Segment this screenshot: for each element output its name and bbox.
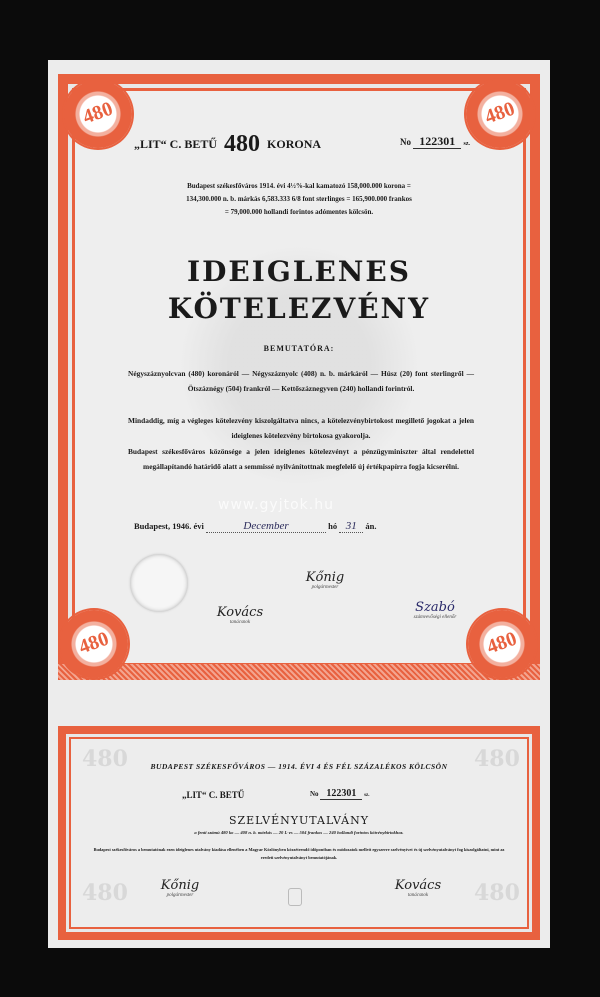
coupon-ghost-value-tl: 480 <box>82 746 128 772</box>
issue-date-line: Budapest, 1946. évi December hó 31 án. <box>134 520 377 532</box>
bond-paper <box>48 60 550 948</box>
coupon-heading: BUDAPEST SZÉKESFŐVÁROS — 1914. ÉVI 4 ÉS FÉL SZÁZALÉKOS KÖLCSÖN <box>150 762 448 771</box>
embossed-city-seal <box>130 554 188 612</box>
mayor-signature-block <box>280 570 370 590</box>
coupon-ghost-value-bl: 480 <box>82 880 128 906</box>
date-day-handwritten: 31 <box>339 520 363 533</box>
loan-description: Budapest székesfőváros 1914. évi 4½%-kal kamatozó 158,000.000 korona = 134,300.000 n. b. márkás 6,583.333 6/8 font sterlinges = 165,900.000 frankos = 79,000.000 hollandi forintos adómentes kölcsön. <box>186 182 412 216</box>
mayor-label: polgármester <box>311 585 339 590</box>
mayor-signature: Kőnig <box>305 570 345 585</box>
amount-value: 480 <box>224 131 261 157</box>
coupon-mayor-label: polgármester <box>166 893 194 898</box>
coupon-line-2: Budapest székesfőváros a bemutatónak ezen ideiglenes utalvány kiadása ellenében a Magyar Közlönyben közzéteendő időpontban és módozatok mellett egyszerre szelvényívet és új szelvényutalványt fog kiszolgáltatni, mint az eredeti szelvényutalványt bemutatójának. <box>93 847 505 860</box>
exchange-paragraph: Budapest székesfőváros közönsége a jelen ideiglenes kötelezvényt a pénzügyminiszter által rendelettel megállapítandó határidő alatt a semmissé nyilvánítottnak megfelelő új értékpapírra fogja kicserélni. <box>128 447 474 471</box>
title-line-1: IDEIGLENES <box>187 255 411 288</box>
date-month-handwritten: December <box>206 520 326 533</box>
coupon-councillor-label: tanácsnok <box>407 893 429 898</box>
bond-bottom-band <box>58 664 540 680</box>
website-watermark: www.gyjtok.hu <box>218 497 334 513</box>
auditor-label: számvevőségi ellenőr <box>413 615 457 620</box>
corner-rosette-top-left: 480 <box>64 80 132 148</box>
councillor-signature: Kovács <box>216 605 264 620</box>
amount-paragraph: Négyszáznyolcvan (480) koronáról — Négyszáznyolc (408) n. b. márkáról — Húsz (20) font sterlingről — Ötszáznégy (504) frankról — Kettőszáznegyven (240) hollandi forintról. <box>128 369 474 393</box>
serial-number: No 122301 sz. <box>400 134 470 148</box>
title-line-2: KÖTELEZVÉNY <box>167 292 431 325</box>
coupon-stamp-mark <box>288 888 302 906</box>
coupon-line-1: a fenti számú 480 ko — 408 n. b. márkás — 20 L-es — 504 frankos — 240 hollandi forintos kötvénybirtokhoz. <box>194 830 404 835</box>
councillor-label: tanácsnok <box>229 620 251 625</box>
councillor-signature-block <box>200 605 280 625</box>
series-header <box>134 128 374 155</box>
currency-label: KORONA <box>267 137 322 151</box>
coupon-mayor-signature: Kőnig <box>160 878 200 893</box>
rights-paragraph: Mindaddig, míg a végleges kötelezvény kiszolgáltatva nincs, a kötelezvénybirtokost megillető jogokat a jelen ideiglenes kötelezvény birtokosa gyakorolja. <box>128 416 474 440</box>
coupon-councillor-signature-block <box>378 878 458 898</box>
auditor-signature-block <box>400 600 470 620</box>
corner-rosette-bottom-left: 480 <box>60 610 128 678</box>
auditor-signature: Szabó <box>415 600 455 615</box>
coupon-councillor-signature: Kovács <box>394 878 442 893</box>
corner-rosette-top-right: 480 <box>466 80 534 148</box>
series-label: „LIT“ C. BETŰ <box>134 137 218 151</box>
bearer-label: BEMUTATÓRA: <box>263 344 335 353</box>
coupon-mayor-signature-block <box>140 878 220 898</box>
coupon-serial-number: No 122301 sz. <box>310 788 370 799</box>
coupon-series-label: „LIT“ C. BETŰ <box>182 790 245 800</box>
coupon-title: SZELVÉNYUTALVÁNY <box>228 814 370 827</box>
corner-rosette-bottom-right: 480 <box>468 610 536 678</box>
coupon-ghost-value-tr: 480 <box>474 746 520 772</box>
coupon-ghost-value-br: 480 <box>474 880 520 906</box>
